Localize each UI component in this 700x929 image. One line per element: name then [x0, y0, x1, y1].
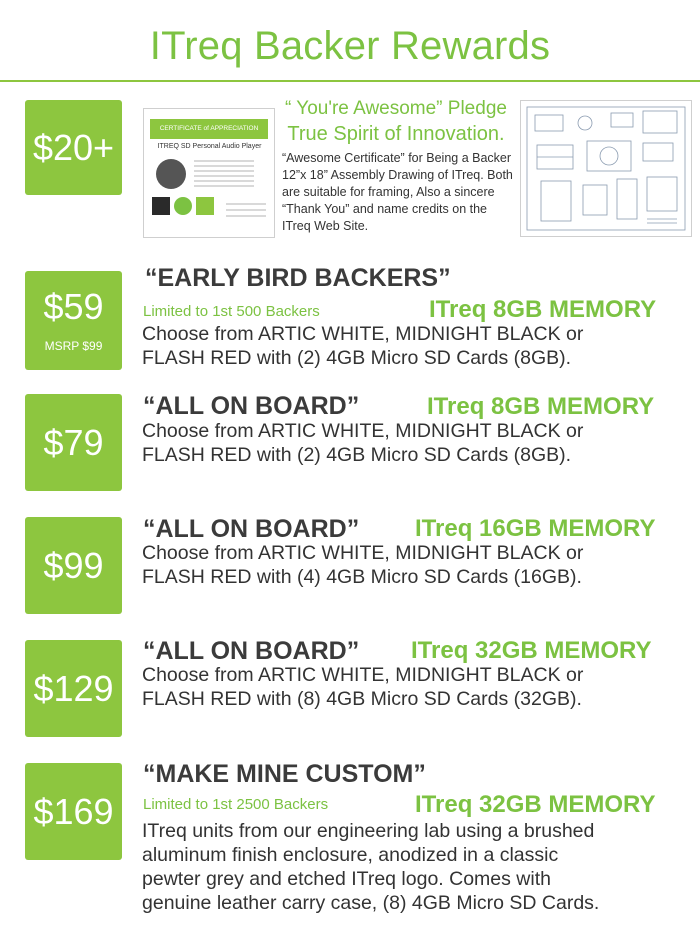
price-badge-79 [25, 394, 122, 491]
description-line: Choose from ARTIC WHITE, MIDNIGHT BLACK or [142, 323, 584, 345]
price-amount: $169 [33, 790, 114, 832]
description-line: pewter grey and etched ITreq logo. Comes with [142, 868, 551, 890]
certificate-logo-tiles [152, 197, 214, 215]
price-badge-169 [25, 763, 122, 860]
price-badge-129 [25, 640, 122, 737]
tier-description [142, 819, 700, 915]
price-amount: $79 [43, 421, 104, 463]
tier-heading: “EARLY BIRD BACKERS” [145, 264, 451, 292]
page-title: ITreq Backer Rewards [149, 24, 551, 68]
price-badge-59 [25, 271, 122, 370]
memory-label: ITreq 16GB MEMORY [415, 515, 656, 542]
certificate-signature-lines [226, 199, 266, 221]
memory-label: ITreq 8GB MEMORY [429, 296, 657, 323]
tier-heading: “ALL ON BOARD” [143, 637, 360, 665]
kickstarter-tile-icon [196, 197, 214, 215]
memory-label: ITreq 32GB MEMORY [415, 791, 656, 818]
pledge-description: “Awesome Certificate” for Being a Backer 12”x 18” Assembly Drawing of ITreq. Both are suitable for framing, Also a sincere “Thank You” and name credits on the ITreq Web Site. [282, 151, 513, 233]
product-photo-icon [156, 159, 186, 189]
tier-heading: “ALL ON BOARD” [143, 515, 360, 543]
tier-description [142, 663, 700, 711]
badge-tile-icon [174, 197, 192, 215]
certificate-band: CERTIFICATE of APPRECIATION [150, 119, 268, 139]
pledge-quote-line2: True Spirit of Innovation. [287, 123, 505, 145]
description-line: Choose from ARTIC WHITE, MIDNIGHT BLACK or [142, 664, 584, 686]
tier-description [142, 541, 700, 589]
tier-description [142, 322, 700, 370]
description-line: Choose from ARTIC WHITE, MIDNIGHT BLACK or [142, 420, 584, 442]
price-amount: $20+ [32, 126, 115, 168]
title-divider [0, 80, 700, 82]
tier-description [142, 419, 700, 467]
description-line: FLASH RED with (4) 4GB Micro SD Cards (16GB). [142, 566, 582, 588]
memory-label: ITreq 8GB MEMORY [427, 393, 655, 420]
description-line: Choose from ARTIC WHITE, MIDNIGHT BLACK or [142, 542, 584, 564]
price-amount: $59 [43, 285, 104, 327]
assembly-drawing-image [520, 100, 692, 237]
price-badge-20 [25, 100, 122, 195]
description-line: FLASH RED with (2) 4GB Micro SD Cards (8GB). [142, 347, 572, 369]
price-badge-99 [25, 517, 122, 614]
backer-limit: Limited to 1st 500 Backers [143, 303, 320, 320]
description-line: genuine leather carry case, (8) 4GB Micro SD Cards. [142, 892, 600, 914]
price-amount: $129 [33, 667, 114, 709]
logo-tile-icon [152, 197, 170, 215]
pledge-quote-line1: “ You're Awesome” Pledge [285, 98, 507, 119]
description-line: FLASH RED with (8) 4GB Micro SD Cards (32GB). [142, 688, 582, 710]
backer-limit: Limited to 1st 2500 Backers [143, 796, 329, 813]
msrp-label: MSRP $99 [44, 338, 103, 353]
price-amount: $99 [43, 544, 104, 586]
description-line: aluminum finish enclosure, anodized in a classic [142, 844, 559, 866]
description-line: FLASH RED with (2) 4GB Micro SD Cards (8GB). [142, 444, 572, 466]
certificate-product: ITREQ SD Personal Audio Player [157, 143, 262, 150]
tier-heading: “ALL ON BOARD” [143, 392, 360, 420]
description-line: ITreq units from our engineering lab using a brushed [142, 820, 595, 842]
tier-heading: “MAKE MINE CUSTOM” [143, 760, 426, 788]
certificate-image [143, 108, 275, 238]
certificate-text-lines [194, 157, 254, 190]
memory-label: ITreq 32GB MEMORY [411, 637, 652, 664]
